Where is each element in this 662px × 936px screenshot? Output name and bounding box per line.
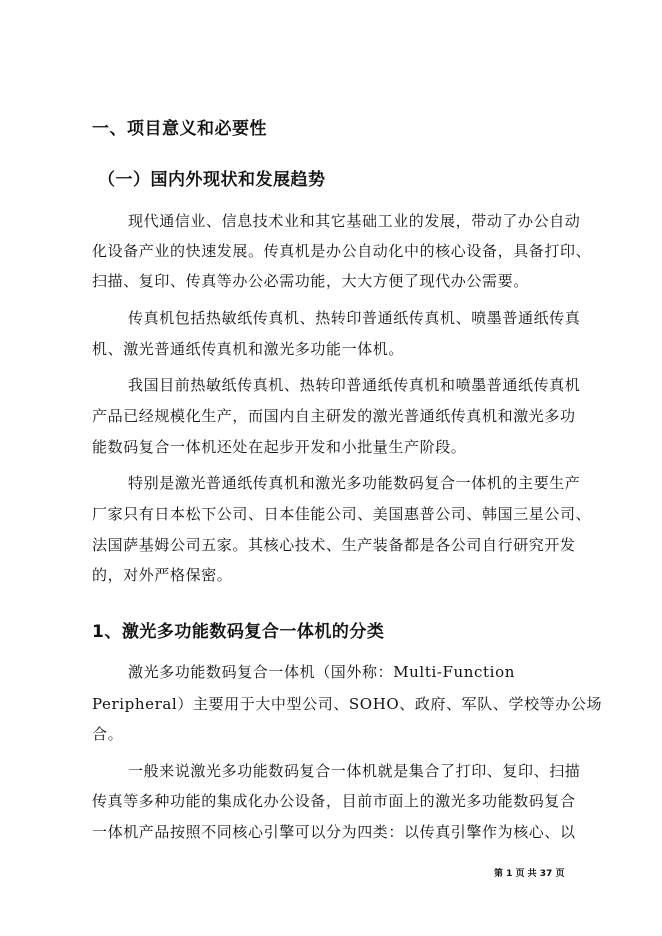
page-number-footer: 第 1 页 共 37 页 [494,869,565,879]
paragraph-line: Peripheral）主要用于大中型公司、SOHO、政府、军队、学校等办公场 [92,695,603,713]
paragraph-line: 我国目前热敏纸传真机、热转印普通纸传真机和喷墨普通纸传真机 [128,376,581,394]
numbered-heading: 1、激光多功能数码复合一体机的分类 [92,622,385,642]
paragraph-line: 一体机产品按照不同核心引擎可以分为四类：以传真引擎作为核心、以 [92,823,576,841]
paragraph-line: 产品已经规模化生产，而国内自主研发的激光普通纸传真机和激光多功 [92,407,576,425]
paragraph-line: 特别是激光普通纸传真机和激光多功能数码复合一体机的主要生产 [128,474,581,492]
paragraph-line: 合。 [92,725,124,743]
paragraph-line: 厂家只有日本松下公司、日本佳能公司、美国惠普公司、韩国三星公司、 [92,505,592,523]
paragraph-line: 激光多功能数码复合一体机（国外称：Multi-Function [128,663,515,681]
paragraph-line: 机、激光普通纸传真机和激光多功能一体机。 [92,340,405,358]
section-heading: 一、项目意义和必要性 [92,119,267,139]
paragraph-line: 扫描、复印、传真等办公必需功能，大大方便了现代办公需要。 [92,272,529,290]
paragraph-line: 现代通信业、信息技术业和其它基础工业的发展，带动了办公自动 [128,212,581,230]
paragraph-line: 传真机包括热敏纸传真机、热转印普通纸传真机、喷墨普通纸传真 [128,309,581,327]
subsection-heading: （一）国内外现状和发展趋势 [98,170,326,190]
paragraph-line: 一般来说激光多功能数码复合一体机就是集合了打印、复印、扫描 [128,762,581,780]
paragraph-line: 化设备产业的快速发展。传真机是办公自动化中的核心设备，具备打印、 [92,242,592,260]
paragraph-line: 传真等多种功能的集成化办公设备，目前市面上的激光多功能数码复合 [92,792,576,810]
paragraph-line: 的，对外严格保密。 [92,566,233,584]
paragraph-line: 能数码复合一体机还处在起步开发和小批量生产阶段。 [92,438,467,456]
paragraph-line: 法国萨基姆公司五家。其核心技术、生产装备都是各公司自行研究开发 [92,536,576,554]
